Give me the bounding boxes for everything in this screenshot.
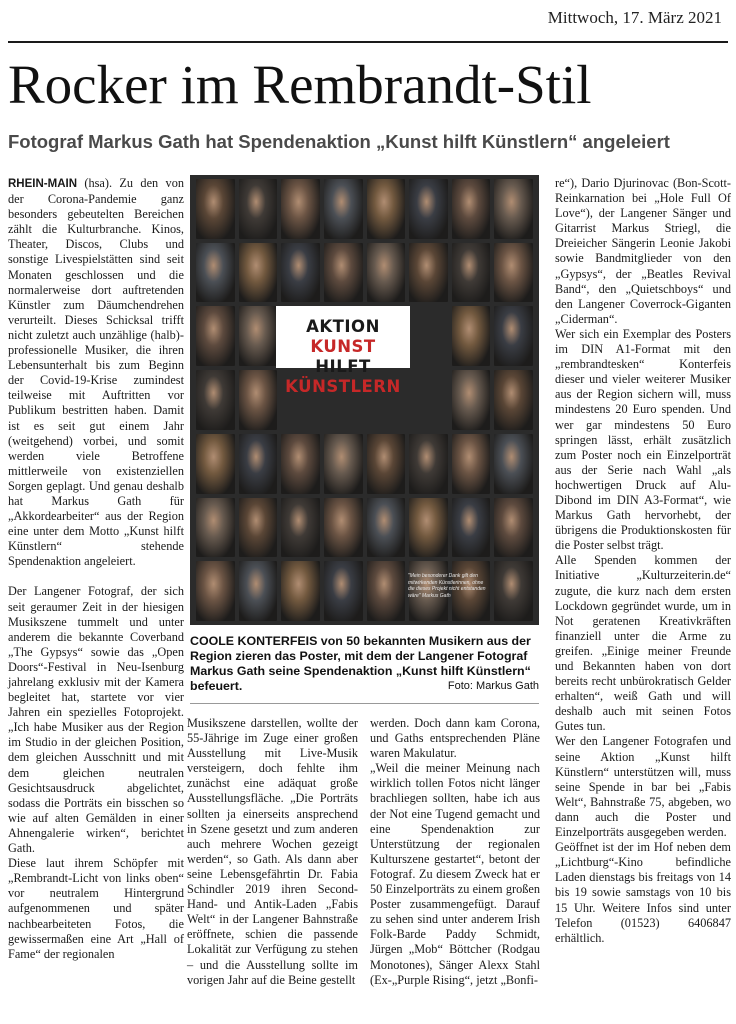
portrait-tile: [239, 370, 278, 430]
article-column-4: [555, 176, 731, 946]
article-column-3: [370, 716, 540, 988]
portrait-tile: [409, 179, 448, 239]
paragraph: werden. Doch dann kam Corona, und Gaths entsprechenden Pläne waren Makulatur.: [370, 716, 540, 761]
portrait-tile: [452, 306, 491, 366]
paragraph: RHEIN-MAIN (hsa). Zu den von der Corona-Pandemie ganz besonders gebeutelten Bereichen zählt die Kulturbranche. Kinos, Theater, Discos, Clubs und sonstige Livespielstätten sind seit Monaten geschlossen und die normalerweise dort auftretenden Künstler zum Däumchendrehen verurteilt. Dieses Schicksal trifft nicht zuletzt auch unzählige (halb)-professionelle Musiker, die ihren Lebensunterhalt bis zum Beginn der Covid-19-Krise zumindest teilweise mit Auftritten vor Publikum bestritten haben. Damit ist es seit gut einem Jahr (weitgehend) vorbei, und somit werden viele Betroffene mittlerweile von existenziellen Sorgen geplagt. Und genau deshalb hat Markus Gath für „Akkordearbeiter“ aus der Region eine unter dem Motto „Kunst hilft Künstlern“ stehende Spendenaktion angeleiert.: [8, 176, 184, 569]
portrait-tile: [196, 434, 235, 494]
portrait-tile: [367, 561, 406, 621]
paragraph: Alle Spenden kommen der Initiative „Kulturzeiterin.de“ zugute, die kurz nach dem ersten Lockdown gegründet wurde, um in Not geratenen Kreativkräften finanziell unter die Arme zu greifen. „Einige meiner Freunde und Bekannten haben von dort bereits recht unbürokratisch Gelder erhalten“, weiß Gath und will deshalb auch mit seinen Fotos Gutes tun.: [555, 553, 731, 734]
portrait-tile: [409, 498, 448, 558]
portrait-tile: [452, 498, 491, 558]
caption-rule: [190, 703, 539, 704]
portrait-tile: [281, 561, 320, 621]
portrait-tile: [324, 243, 363, 303]
caption-text: COOLE KONTERFEIS von 50 bekannten Musikern aus der Region zieren das Poster, mit dem der Langener Fotograf Markus Gath seine Spendenaktion „Kunst hilft Künstlern“ befeuert.: [190, 634, 531, 693]
paragraph: Wer den Langener Fotografen und seine Aktion „Kunst hilft Künstlern“ unterstützen will, muss seine Spende in bar bei „Fabis Welt“, Bahnstraße 75, abgeben, wo dann auch die Poster und Einzelporträts ausgegeben werden.: [555, 734, 731, 840]
paragraph: Diese laut ihrem Schöpfer mit „Rembrandt-Licht von links oben“ vor neutralem Hintergrund aufgenommenen und später nachbearbeiteten Fotos, die gewissermaßen eine Art „Hall of Fame“ der regionalen: [8, 856, 184, 961]
paragraph: Geöffnet ist der im Hof neben dem „Lichtburg“-Kino befindliche Laden dienstags bis freitags von 14 bis 19 sowie samstags von 10 bis 15 Uhr. Weitere Infos sind unter Telefon (01523) 6406847 erhältlich.: [555, 840, 731, 945]
header-rule: [8, 41, 728, 43]
portrait-tile: [367, 179, 406, 239]
portrait-tile: [281, 243, 320, 303]
portrait-tile: [196, 243, 235, 303]
photo-credit: Foto: Markus Gath: [447, 680, 539, 692]
portrait-tile: [494, 434, 533, 494]
portrait-tile: [452, 243, 491, 303]
portrait-tile: [196, 561, 235, 621]
issue-date: Mittwoch, 17. März 2021: [547, 8, 722, 27]
paragraph: Wer sich ein Exemplar des Posters im DIN A1-Format mit den „rembrandtesken“ Konterfeis dieser und vieler weiterer Musiker aus der Region sichern will, muss mindestens 20 Euro spenden. Und wer gar mindestens 50 Euro springen lässt, erhält zusätzlich zum Poster noch ein Einzelporträt aus der Serie nach Wahl „als hochwertigen Druck auf Alu-Dibond im DIN A3-Format“, wie Markus Gath hervorhebt, der übrigens die Produktionskosten für die Poster selbst trägt.: [555, 326, 731, 553]
paragraph: re“), Dario Djurinovac (Bon-Scott-Reinkarnation bei „Hole Full Of Love“), der Langener Sänger und Gitarrist Markus Striegl, die Dreieicher Sängerin Leonie Jakobi sowie Bandmitglieder von den „Gypsys“, der „Beatles Revival Band“, den „Quietschboys“ und den Langener Coverrock-Giganten „Ciderman“.: [555, 176, 731, 326]
portrait-tile: [239, 243, 278, 303]
portrait-grid: [196, 179, 533, 621]
portrait-tile: [367, 498, 406, 558]
portrait-tile: [324, 561, 363, 621]
article-column-2: [187, 716, 358, 988]
paragraph: Der Langener Fotograf, der sich seit geraumer Zeit in der hiesigen Musikszene tummelt und unter anderem die bekannte Coverband „The Gypsys“ sowie das „Open Doors“-Festival in Neu-Isenburg jahrelang exklusiv mit der Kamera begleitet hat, startete vor vier Jahren ein spezielles Fotoprojekt. „Ich habe Musiker aus der Region im Studio in der gleichen Position, dem gleichen Ausschnitt und mit dem gleichen neutralen Gesichtsausdruck abgelichtet, sodass die Porträts ein bisschen so wie auf alten Gemälden in einer Ahnengalerie wirken“, berichtet Gath.: [8, 584, 184, 856]
portrait-tile: [494, 561, 533, 621]
portrait-tile: [196, 179, 235, 239]
portrait-tile: [494, 498, 533, 558]
portrait-tile: [494, 179, 533, 239]
poster-title: AKTION KUNST HILFT KÜNSTLERN: [276, 306, 410, 368]
portrait-tile: [452, 370, 491, 430]
article-column-1: [8, 176, 184, 962]
portrait-tile: [281, 434, 320, 494]
poster-image: [190, 175, 539, 625]
portrait-tile: [324, 498, 363, 558]
portrait-tile: [324, 434, 363, 494]
portrait-tile: [409, 434, 448, 494]
portrait-tile: [494, 306, 533, 366]
paragraph: „Weil die meiner Meinung nach wirklich tollen Fotos nicht länger brachliegen sollten, habe ich aus der Not eine Tugend gemacht und eine Spendenaktion zur Unterstützung der regionalen Kulturszene gestartet“, betont der Fotograf. Zu diesem Zweck hat er 50 Einzelporträts zu einem großen Poster zusammengefügt. Darauf zu sehen sind unter anderem Irish Folk-Barde Paddy Schmidt, Jürgen „Mob“ Böttcher (Rodgau Monotones), Sänger Alexx Stahl (Ex-„Purple Rising“, jetzt „Bonfi-: [370, 761, 540, 987]
portrait-tile: [239, 306, 278, 366]
portrait-tile: [452, 434, 491, 494]
portrait-tile: [367, 434, 406, 494]
portrait-tile: [239, 498, 278, 558]
portrait-tile: [281, 179, 320, 239]
headline: Rocker im Rembrandt-Stil: [8, 54, 592, 115]
portrait-tile: [494, 370, 533, 430]
dateline: RHEIN-MAIN: [8, 178, 77, 190]
portrait-tile: [452, 179, 491, 239]
portrait-tile: [239, 179, 278, 239]
portrait-tile: [196, 306, 235, 366]
photo-caption: [190, 634, 539, 694]
subheadline: Fotograf Markus Gath hat Spendenaktion „Kunst hilft Künstlern“ angeleiert: [8, 131, 670, 152]
portrait-tile: [494, 243, 533, 303]
poster-note: "Mein besonderer Dank gilt den mitwirkenden Künstlerinnen, ohne die dieses Projekt nicht entstanden wäre" Markus Gath: [408, 573, 486, 599]
portrait-tile: [367, 243, 406, 303]
portrait-tile: [239, 561, 278, 621]
portrait-tile: [239, 434, 278, 494]
portrait-tile: [409, 243, 448, 303]
portrait-tile: [196, 498, 235, 558]
portrait-tile: [281, 498, 320, 558]
portrait-tile: [196, 370, 235, 430]
portrait-tile: [324, 179, 363, 239]
paragraph: Musikszene darstellen, wollte der 55-Jährige im Zuge einer großen Ausstellung mit Live-Musik versteigern, doch fehlte ihm zunächst eine adäquat große Ausstellungsfläche. „Die Porträts sollten ja einerseits ansprechend in Szene gesetzt und zum anderen auch mehrere Wochen gezeigt werden“, so Gath. Als dann aber seine Lebensgefährtin Dr. Fabia Schindler 2019 ihren Second-Hand- und Antik-Laden „Fabis Welt“ in der Langener Bahnstraße eröffnete, schien die passende Lokalität zur Verfügung zu stehen – und die Ausstellung sollte im vorigen Jahr auf die Beine gestellt: [187, 716, 358, 987]
